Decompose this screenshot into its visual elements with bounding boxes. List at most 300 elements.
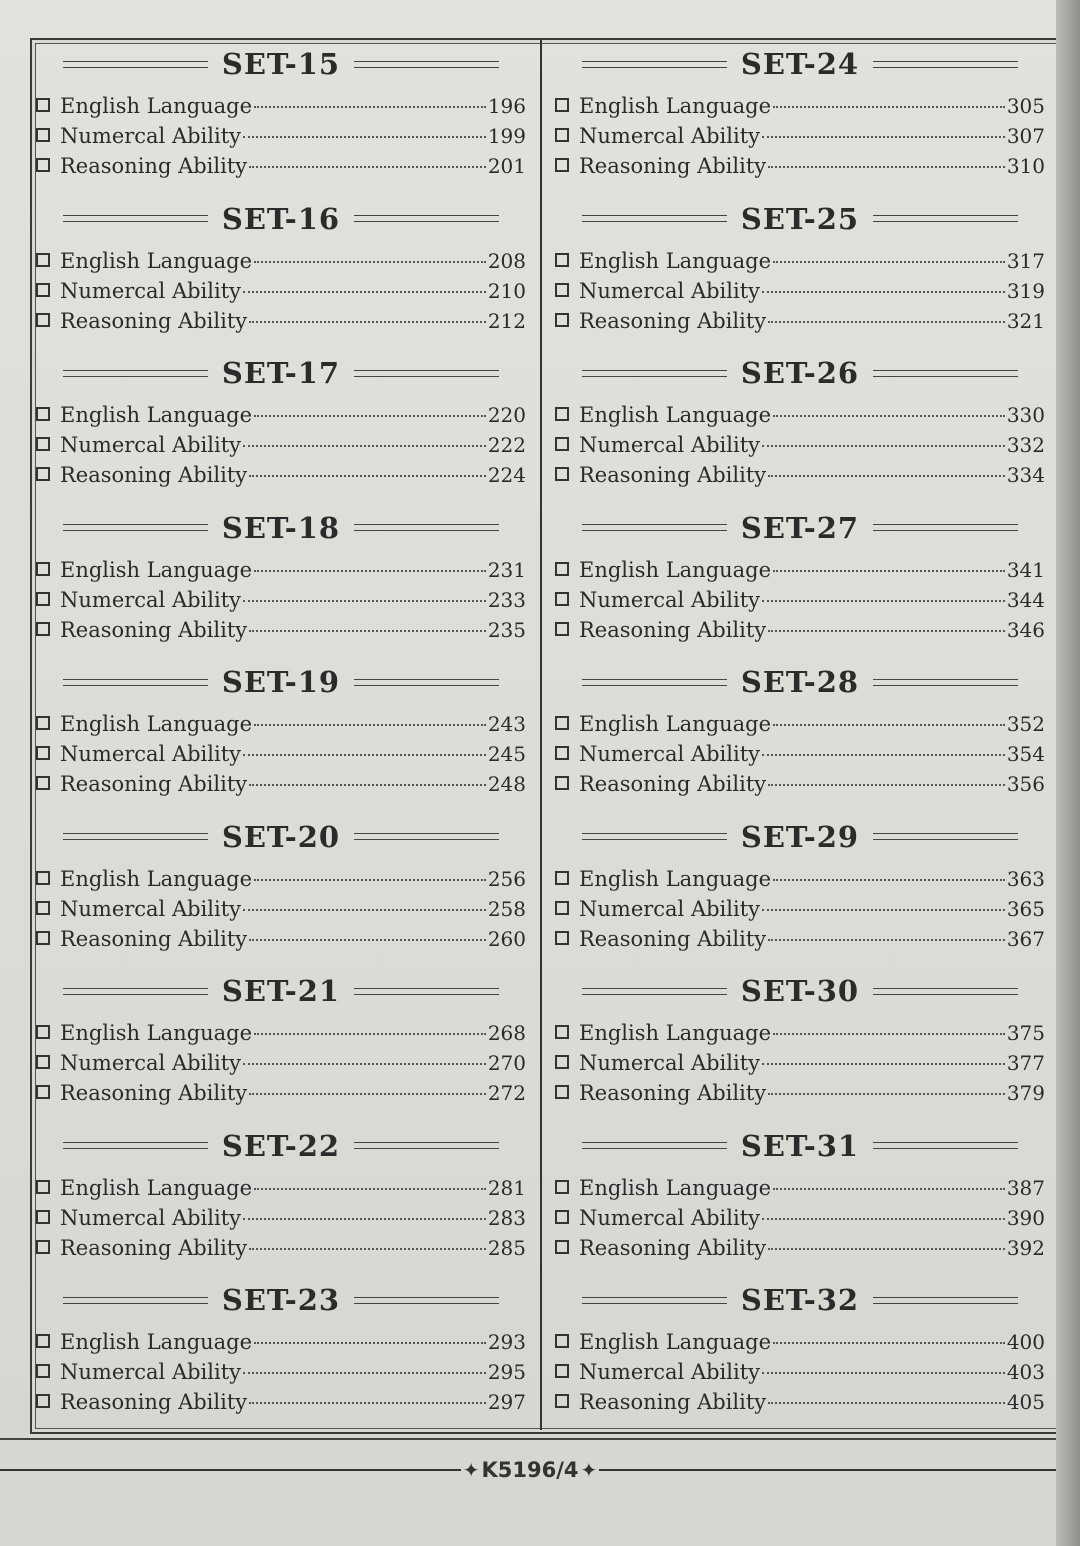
entry-label: English Language [579,94,772,118]
set-title: SET-29 [740,819,860,854]
contents-entry [36,249,526,279]
diamond-star-icon: ✦ [580,1458,598,1482]
page-number: 332 [1006,433,1045,457]
checkbox-square-icon [555,313,569,327]
contents-entry [36,1390,526,1420]
contents-entry [36,558,526,588]
contents-entry [36,772,526,802]
checkbox-square-icon [36,1055,50,1069]
entry-label: Numercal Ability [60,1205,242,1230]
entry-label: Numercal Ability [60,278,242,303]
contents-entry [555,1051,1045,1081]
heading-rule [354,679,499,686]
dot-leader [243,1063,486,1065]
dot-leader [773,724,1005,726]
page-number: 400 [1006,1330,1045,1354]
heading-rule [873,1297,1018,1304]
dot-leader [254,879,486,881]
set-heading [555,46,1045,82]
entry-label: English Language [60,712,253,736]
checkbox-square-icon [36,1364,50,1378]
contents-entry [555,249,1045,279]
entry-label: English Language [579,248,772,273]
entry-label: Reasoning Ability [579,1390,767,1414]
checkbox-square-icon [555,1180,569,1194]
page-number: 212 [487,308,526,333]
heading-rule [873,215,1018,222]
entry-label: Reasoning Ability [60,926,248,951]
page-number: 405 [1006,1390,1045,1414]
entry-label: Reasoning Ability [60,1390,248,1414]
checkbox-square-icon [555,467,569,481]
set-title: SET-31 [740,1128,860,1163]
dot-leader [768,784,1005,786]
contents-entry [36,742,526,772]
checkbox-square-icon [36,1180,50,1194]
set-title: SET-20 [221,819,341,854]
heading-rule [582,1142,727,1149]
set-title: SET-32 [740,1283,860,1317]
page-number: 307 [1006,124,1045,148]
diamond-star-icon: ✦ [462,1458,480,1482]
dot-leader [243,754,486,756]
entry-label: English Language [579,1330,772,1354]
checkbox-square-icon [555,931,569,945]
contents-entry [555,94,1045,124]
entry-label: English Language [60,1021,253,1045]
checkbox-square-icon [555,1055,569,1069]
set-heading [36,664,526,700]
set-heading [555,1282,1045,1318]
contents-entry [555,279,1045,309]
dot-leader [762,1372,1005,1374]
page-number: 233 [487,587,526,612]
entry-label: Reasoning Ability [579,1235,767,1260]
dot-leader [243,1218,486,1220]
entry-label: Numercal Ability [579,1051,761,1075]
set-section [555,40,1045,195]
dot-leader [768,939,1005,941]
set-title: SET-15 [221,47,341,81]
page-number: 375 [1006,1021,1045,1045]
entry-label: English Language [60,866,253,891]
dot-leader [768,1402,1005,1404]
page-number: 367 [1006,926,1045,951]
heading-rule [873,988,1018,995]
set-section [555,1276,1045,1431]
dot-leader [762,291,1005,293]
checkbox-square-icon [36,562,50,576]
contents-entry [555,772,1045,802]
contents-entry [555,558,1045,588]
set-heading [36,46,526,82]
page-number: 268 [487,1021,526,1045]
footer-rule-left [0,1469,461,1471]
page-number: 390 [1006,1205,1045,1230]
page-number: 199 [487,124,526,148]
set-section [555,813,1045,968]
entry-label: English Language [60,1330,253,1354]
set-title: SET-28 [740,665,860,699]
dot-leader [762,136,1005,138]
entry-label: Reasoning Ability [579,308,767,333]
entry-label: Reasoning Ability [60,154,248,178]
checkbox-square-icon [36,776,50,790]
dot-leader [768,630,1005,632]
column-divider [540,40,542,1430]
set-item-list [555,403,1045,493]
dot-leader [768,321,1005,323]
checkbox-square-icon [555,1394,569,1408]
page-number: 272 [487,1081,526,1105]
heading-rule [582,215,727,222]
entry-label: English Language [579,866,772,891]
dot-leader [773,1342,1005,1344]
set-title: SET-22 [221,1128,341,1163]
set-item-list [36,558,526,648]
dot-leader [249,939,486,941]
heading-rule [582,61,727,68]
set-heading [36,355,526,391]
entry-label: Numercal Ability [579,742,761,766]
dot-leader [243,291,486,293]
contents-entry [555,1021,1045,1051]
page-number: 224 [487,463,526,487]
page-number: 248 [487,772,526,796]
dot-leader [254,1033,486,1035]
contents-entry [36,403,526,433]
contents-entry [36,867,526,897]
set-item-list [36,1330,526,1420]
entry-label: Numercal Ability [579,587,761,612]
set-title: SET-23 [221,1283,341,1317]
heading-rule [63,370,208,377]
heading-rule [354,1297,499,1304]
page-number: 352 [1006,712,1045,736]
contents-entry [555,927,1045,957]
page-number: 231 [487,557,526,582]
dot-leader [762,909,1005,911]
contents-entry [36,1081,526,1111]
set-section [36,658,526,813]
dot-leader [762,754,1005,756]
set-title: SET-19 [221,665,341,699]
set-item-list [36,1021,526,1111]
dot-leader [249,1402,486,1404]
contents-entry [555,588,1045,618]
page-number: 319 [1006,278,1045,303]
set-item-list [555,867,1045,957]
dot-leader [768,1248,1005,1250]
entry-label: English Language [579,557,772,582]
page-number: 283 [487,1205,526,1230]
checkbox-square-icon [555,746,569,760]
set-heading [555,819,1045,855]
set-title: SET-18 [221,510,341,545]
contents-entry [36,927,526,957]
set-heading [555,1128,1045,1164]
page-number: 208 [487,248,526,273]
contents-entry [36,897,526,927]
entry-label: Reasoning Ability [579,772,767,796]
set-item-list [555,1021,1045,1111]
set-heading [36,201,526,237]
heading-rule [354,988,499,995]
checkbox-square-icon [36,467,50,481]
checkbox-square-icon [555,407,569,421]
contents-column-right [555,40,1045,1431]
page-number: 285 [487,1235,526,1260]
dot-leader [243,1372,486,1374]
page-number: 317 [1006,248,1045,273]
contents-entry [36,588,526,618]
heading-rule [354,215,499,222]
page-number: 258 [487,896,526,921]
checkbox-square-icon [555,901,569,915]
contents-entry [36,94,526,124]
entry-label: Numercal Ability [60,896,242,921]
entry-label: English Language [579,712,772,736]
contents-entry [36,618,526,648]
set-title: SET-30 [740,974,860,1008]
set-heading [36,510,526,546]
page-number: 256 [487,866,526,891]
dot-leader [249,1248,486,1250]
page-number: 295 [487,1360,526,1384]
checkbox-square-icon [36,253,50,267]
heading-rule [582,524,727,531]
page-number: 243 [487,712,526,736]
dot-leader [773,261,1005,263]
page-number: 344 [1006,587,1045,612]
page-number: 260 [487,926,526,951]
set-section [36,1122,526,1277]
entry-label: English Language [579,403,772,427]
heading-rule [873,679,1018,686]
set-section [36,195,526,350]
footer [0,1455,1060,1485]
entry-label: English Language [60,403,253,427]
entry-label: Numercal Ability [579,1205,761,1230]
dot-leader [773,1188,1005,1190]
contents-entry [555,897,1045,927]
page-number: 341 [1006,557,1045,582]
heading-rule [63,1297,208,1304]
page-number: 354 [1006,742,1045,766]
contents-entry [36,124,526,154]
checkbox-square-icon [555,128,569,142]
checkbox-square-icon [555,158,569,172]
dot-leader [249,630,486,632]
contents-entry [36,1236,526,1266]
checkbox-square-icon [36,1394,50,1408]
entry-label: English Language [60,557,253,582]
page-number: 201 [487,154,526,178]
page-number: 346 [1006,617,1045,642]
dot-leader [773,1033,1005,1035]
page-number: 356 [1006,772,1045,796]
checkbox-square-icon [555,253,569,267]
dot-leader [762,600,1005,602]
entry-label: English Language [60,248,253,273]
entry-label: Reasoning Ability [60,463,248,487]
checkbox-square-icon [36,313,50,327]
set-title: SET-27 [740,510,860,545]
contents-entry [555,712,1045,742]
entry-label: Numercal Ability [60,1051,242,1075]
set-section [36,40,526,195]
checkbox-square-icon [555,871,569,885]
set-title: SET-24 [740,47,860,81]
contents-column-left [36,40,526,1431]
set-title: SET-16 [221,201,341,236]
contents-entry [555,1236,1045,1266]
footer-rule-right [599,1469,1060,1471]
set-item-list [36,403,526,493]
checkbox-square-icon [555,283,569,297]
page-number: 281 [487,1175,526,1200]
set-heading [555,664,1045,700]
checkbox-square-icon [36,871,50,885]
checkbox-square-icon [36,1025,50,1039]
dot-leader [254,261,486,263]
entry-label: Reasoning Ability [60,617,248,642]
entry-label: English Language [579,1021,772,1045]
set-section [36,967,526,1122]
checkbox-square-icon [36,437,50,451]
contents-entry [555,309,1045,339]
heading-rule [873,1142,1018,1149]
checkbox-square-icon [555,1364,569,1378]
checkbox-square-icon [555,1085,569,1099]
set-item-list [36,1176,526,1266]
set-item-list [555,712,1045,802]
contents-entry [555,867,1045,897]
set-section [555,658,1045,813]
entry-label: Numercal Ability [60,587,242,612]
contents-entry [555,433,1045,463]
set-title: SET-17 [221,356,341,390]
page-number: 235 [487,617,526,642]
heading-rule [582,833,727,840]
set-section [36,349,526,504]
checkbox-square-icon [555,1334,569,1348]
heading-rule [63,833,208,840]
checkbox-square-icon [36,283,50,297]
heading-rule [354,833,499,840]
dot-leader [762,1063,1005,1065]
checkbox-square-icon [555,562,569,576]
set-section [36,1276,526,1431]
page-number: 305 [1006,94,1045,118]
checkbox-square-icon [555,592,569,606]
contents-entry [555,1360,1045,1390]
dot-leader [249,475,486,477]
dot-leader [254,570,486,572]
page-number: 379 [1006,1081,1045,1105]
entry-label: Numercal Ability [60,742,242,766]
contents-entry [36,463,526,493]
page-number: 220 [487,403,526,427]
page-number: 363 [1006,866,1045,891]
set-item-list [555,1176,1045,1266]
dot-leader [249,1093,486,1095]
heading-rule [582,1297,727,1304]
page-number: 270 [487,1051,526,1075]
page-number: 297 [487,1390,526,1414]
set-item-list [555,249,1045,339]
checkbox-square-icon [36,746,50,760]
page-number: 210 [487,278,526,303]
set-heading [36,973,526,1009]
heading-rule [354,61,499,68]
bottom-rule [0,1438,1060,1440]
dot-leader [768,166,1005,168]
entry-label: Reasoning Ability [579,1081,767,1105]
page-number: 222 [487,433,526,457]
contents-entry [36,1176,526,1206]
entry-label: Numercal Ability [60,1360,242,1384]
dot-leader [249,784,486,786]
dot-leader [254,106,486,108]
page-number: 245 [487,742,526,766]
page-number: 403 [1006,1360,1045,1384]
checkbox-square-icon [36,1240,50,1254]
set-heading [36,1128,526,1164]
entry-label: English Language [60,1175,253,1200]
dot-leader [773,106,1005,108]
heading-rule [63,988,208,995]
contents-entry [36,1360,526,1390]
page-number: 387 [1006,1175,1045,1200]
contents-entry [36,309,526,339]
checkbox-square-icon [555,622,569,636]
page-number: 392 [1006,1235,1045,1260]
checkbox-square-icon [36,407,50,421]
entry-label: Reasoning Ability [579,617,767,642]
set-title: SET-26 [740,356,860,390]
heading-rule [873,833,1018,840]
dot-leader [773,570,1005,572]
entry-label: Numercal Ability [60,433,242,457]
heading-rule [63,61,208,68]
contents-entry [36,279,526,309]
contents-entry [36,1021,526,1051]
dot-leader [768,475,1005,477]
contents-entry [555,618,1045,648]
page-number: 330 [1006,403,1045,427]
checkbox-square-icon [555,776,569,790]
set-heading [36,819,526,855]
page-number: 321 [1006,308,1045,333]
page-number: 365 [1006,896,1045,921]
set-item-list [555,94,1045,184]
dot-leader [762,445,1005,447]
heading-rule [354,1142,499,1149]
entry-label: Reasoning Ability [579,926,767,951]
dot-leader [243,445,486,447]
checkbox-square-icon [555,1210,569,1224]
heading-rule [354,524,499,531]
set-section [555,349,1045,504]
set-item-list [36,712,526,802]
set-item-list [36,94,526,184]
contents-entry [555,1206,1045,1236]
entry-label: Numercal Ability [60,124,242,148]
entry-label: Numercal Ability [579,1360,761,1384]
dot-leader [254,415,486,417]
heading-rule [582,988,727,995]
